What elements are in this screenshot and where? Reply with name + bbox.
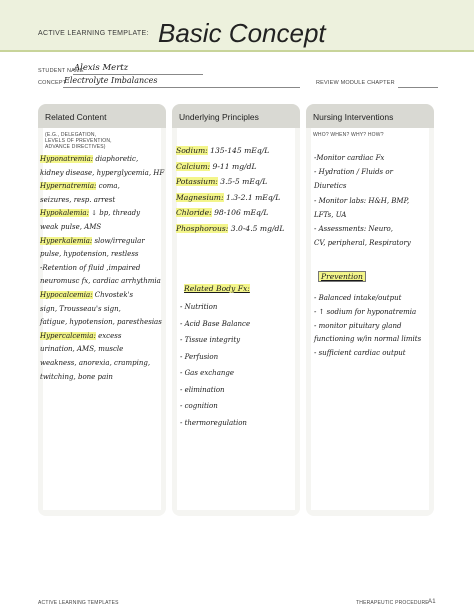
ni-lines-line: - Assessments: Neuro, xyxy=(314,225,393,233)
related-content-header xyxy=(38,104,166,128)
note-text: neuromusc fx, cardiac arrhythmia xyxy=(40,277,161,286)
related-body-fx-heading xyxy=(184,284,250,294)
nursing-interventions-subheading: WHO? WHEN? WHY? HOW? xyxy=(313,132,384,138)
rc-lines-line xyxy=(40,358,150,368)
ni-lines-line: Diuretics xyxy=(314,182,347,191)
highlighted-term: Calcium: xyxy=(176,161,211,171)
up-labs-line xyxy=(176,146,269,156)
student-name-line xyxy=(73,74,203,75)
ni-prev-line: - monitor pituitary gland xyxy=(314,321,402,330)
rc-lines-line xyxy=(40,154,138,164)
nursing-interventions-header xyxy=(306,104,434,128)
rc-lines-line xyxy=(40,372,113,382)
note-text: ↓ bp, thready xyxy=(88,209,141,218)
concept-value: Electrolyte Imbalances xyxy=(64,76,158,85)
up-labs-line xyxy=(176,224,284,234)
prevention-heading xyxy=(318,272,366,282)
rc-lines-line xyxy=(40,236,145,246)
highlighted-term: Phosphorous: xyxy=(176,224,229,233)
rc-lines-line xyxy=(40,276,161,286)
rc-lines-line xyxy=(40,331,121,341)
note-text: seizures, resp. arrest xyxy=(40,195,116,204)
rc-lines-line xyxy=(40,249,139,259)
rc-lines-line xyxy=(40,222,101,232)
prevention-heading-text: Prevention xyxy=(318,271,366,282)
ni-prev-line: - sufficient cardiac output xyxy=(314,349,406,358)
up-related-line: - Perfusion xyxy=(180,352,219,361)
rc-lines-line xyxy=(40,290,133,300)
highlighted-term: Chloride: xyxy=(176,208,212,218)
highlighted-term: Potassium: xyxy=(176,177,218,187)
up-related-line: - Nutrition xyxy=(180,303,218,311)
up-labs-line xyxy=(176,193,280,203)
up-related-line: - thermoregulation xyxy=(180,418,247,427)
note-text: 3.0-4.5 mg/dL xyxy=(228,224,285,233)
rc-lines-line xyxy=(40,181,120,191)
up-labs-line xyxy=(176,162,257,172)
highlighted-term: Magnesium: xyxy=(176,192,224,202)
review-module-label: REVIEW MODULE CHAPTER xyxy=(316,80,395,86)
note-text: pulse, hypotension, restless xyxy=(40,250,139,259)
note-text: 135-145 mEq/L xyxy=(207,146,270,155)
footer-left: ACTIVE LEARNING TEMPLATES xyxy=(38,600,119,606)
up-related-line: - Tissue integrity xyxy=(180,336,241,344)
note-text: sign, Trousseau's sign, xyxy=(40,304,121,313)
concept-line xyxy=(63,87,300,88)
note-text: twitching, bone pain xyxy=(40,372,113,381)
footer-page: A1 xyxy=(428,599,436,605)
up-related-line: - elimination xyxy=(180,385,225,394)
up-labs-line xyxy=(176,208,268,218)
rc-lines-line xyxy=(40,317,162,327)
highlighted-term: Sodium: xyxy=(176,146,208,155)
note-text: 9-11 mg/dL xyxy=(210,161,257,171)
ni-prev-line: - ↑ sodium for hyponatremia xyxy=(314,307,417,316)
nursing-interventions-heading: Nursing Interventions xyxy=(313,112,394,122)
note-text: kidney disease, hyperglycemia, HF xyxy=(40,168,165,177)
note-text: slow/irregular xyxy=(92,236,145,245)
note-text: 98-106 mEq/L xyxy=(211,208,269,218)
highlighted-term: Hypocalcemia: xyxy=(40,291,93,299)
highlighted-term: Hyponatremia: xyxy=(40,155,94,163)
note-text: Chvostek's xyxy=(92,291,134,299)
note-text: urination, AMS, muscle xyxy=(40,345,124,354)
note-text: 3.5-5 mEq/L xyxy=(217,177,268,187)
ni-prev-line: - Balanced intake/output xyxy=(314,294,402,302)
note-text: diaphoretic, xyxy=(93,155,139,163)
underlying-principles-heading: Underlying Principles xyxy=(179,112,259,122)
student-name-value: Alexis Mertz xyxy=(74,63,129,73)
related-content-subheading-3: ADVANCE DIRECTIVES) xyxy=(45,144,106,150)
note-text: weakness, anorexia, cramping, xyxy=(40,359,151,367)
note-text: coma, xyxy=(96,182,120,191)
underlying-principles-header xyxy=(172,104,300,128)
highlighted-term: Hypokalemia: xyxy=(40,209,89,218)
rc-lines-line xyxy=(40,263,140,273)
rc-lines-line xyxy=(40,344,123,354)
up-labs-line xyxy=(176,177,267,187)
rc-lines-line xyxy=(40,304,121,314)
rc-lines-line xyxy=(40,208,140,218)
related-body-fx-heading-text: Related Body Fx: xyxy=(184,284,250,293)
template-label: ACTIVE LEARNING TEMPLATE: xyxy=(38,30,149,37)
ni-lines-line: - Monitor labs: H&H, BMP, xyxy=(314,196,410,205)
rc-lines-line xyxy=(40,195,115,205)
related-content-heading: Related Content xyxy=(45,112,107,122)
highlighted-term: Hyperkalemia: xyxy=(40,236,93,245)
ni-lines-line: LFTs, UA xyxy=(314,210,347,219)
highlighted-term: Hypernatremia: xyxy=(40,182,97,191)
note-text: excess xyxy=(95,331,122,340)
related-content-subheading-2: LEVELS OF PREVENTION, xyxy=(45,138,112,144)
page-title: Basic Concept xyxy=(158,18,326,48)
ni-lines-line: - Hydration / Fluids or xyxy=(314,168,393,177)
up-related-line: - Gas exchange xyxy=(180,369,234,377)
up-related-line: - cognition xyxy=(180,402,218,410)
highlighted-term: Hypercalcemia: xyxy=(40,331,96,340)
note-text: 1.3-2.1 mEq/L xyxy=(223,192,281,202)
ni-lines-line: CV, peripheral, Respiratory xyxy=(314,239,411,248)
student-name-label: STUDENT NAME xyxy=(38,68,84,74)
footer-right: THERAPEUTIC PROCEDURE xyxy=(356,600,429,606)
related-content-subheading-1: (E.G., DELEGATION, xyxy=(45,132,97,138)
ni-lines-line: -Monitor cardiac Fx xyxy=(314,154,385,162)
note-text: fatigue, hypotension, paresthesias xyxy=(40,318,162,327)
ni-prev-line: functioning w/in normal limits xyxy=(314,335,422,344)
note-text: -Retention of fluid ,impaired xyxy=(40,263,141,272)
rc-lines-line xyxy=(40,168,164,178)
up-related-line: - Acid Base Balance xyxy=(180,319,251,328)
concept-label: CONCEPT xyxy=(38,80,67,86)
note-text: weak pulse, AMS xyxy=(40,223,102,231)
review-module-line xyxy=(398,87,438,88)
